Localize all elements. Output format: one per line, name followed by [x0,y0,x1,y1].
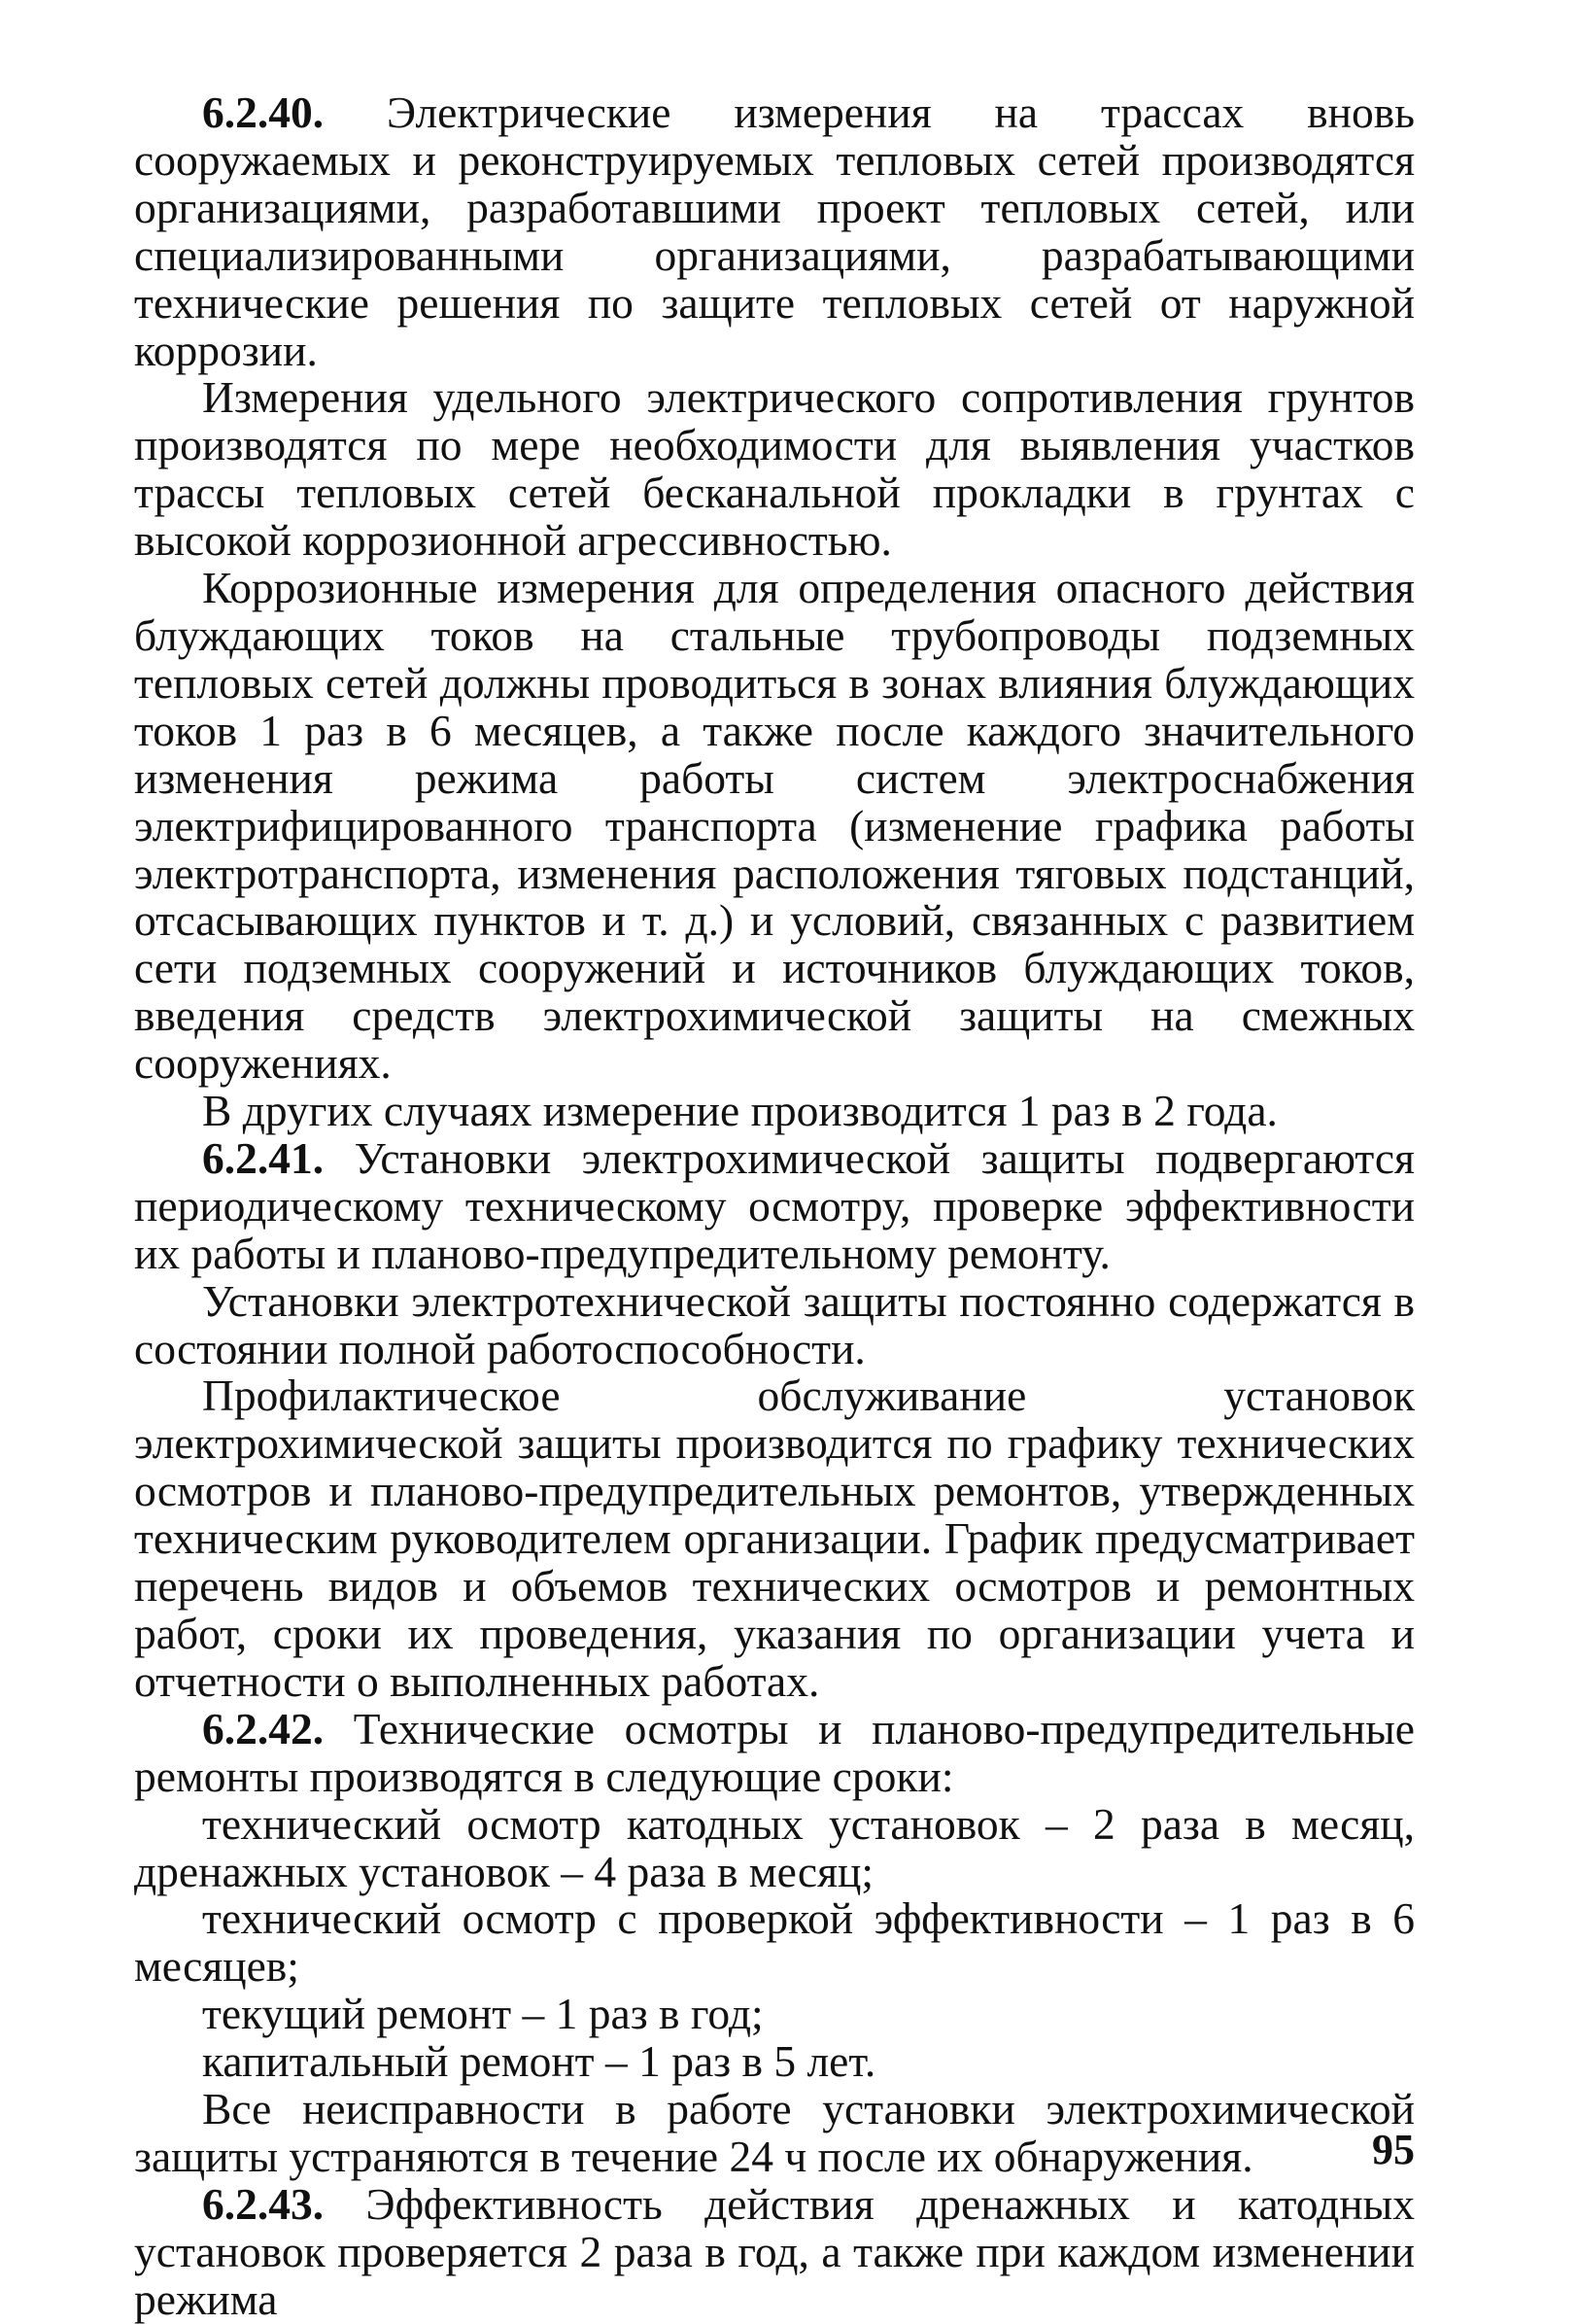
paragraph-text: Профилактическое обслуживание установок электрохимической защиты производится по графику технических осмотров и планово-предупредительных ремонтов, утвержденных техническим руководителем организации. График предусматривает перечень видов и объемов технических осмотров и ремонтных работ, сроки их проведения, указания по организации учета и отчетности о выполненных работах. [134,1370,1415,1706]
paragraph-text: Измерения удельного электрического сопротивления грунтов производятся по мере необходимости для выявления участков трассы тепловых сетей бесканальной прокладки в грунтах с высокой коррозионной агрессивностью. [134,372,1415,566]
paragraph-text: Коррозионные измерения для определения опасного действия блуждающих токов на стальные трубопроводы подземных тепловых сетей должны проводиться в зонах влияния блуждающих токов 1 раз в 6 месяцев, а также после каждого значительного изменения режима работы систем электроснабжения электрифицированного транспорта (изменение графика работы электротранспорта, изменения расположения тяговых подстанций, отсасывающих пунктов и т. д.) и условий, связанных с развитием сети подземных сооружений и источников блуждающих токов, введения средств электрохимической защиты на смежных сооружениях. [134,563,1415,1089]
paragraph-text: Все неисправности в работе установки электрохимической защиты устраняются в течение 24 ч после их обнаружения. [134,2084,1415,2181]
paragraph [134,2086,1415,2181]
paragraph-6-2-42 [134,1703,1415,1801]
paragraph-text: Установки электротехнической защиты постоянно содержатся в состоянии полной работоспособности. [134,1275,1415,1373]
list-item [134,1991,1415,2038]
list-item [134,1895,1415,1991]
paragraph-6-2-40 [134,89,1415,374]
clause-number: 6.2.43. [202,2178,325,2229]
page-number: 95 [1372,2126,1415,2173]
paragraph-text: В других случаях измерение производится 1 раз в 2 года. [202,1086,1278,1136]
paragraph-text: Электрические измерения на трассах вновь сооружаемых и реконструируемых тепловых сетей производятся организациями, разработавшими проект тепловых сетей, или специализированными организациями, разрабатывающими технические решения по защите тепловых сетей от наружной коррозии. [134,87,1415,375]
paragraph [134,1275,1415,1373]
list-item [134,2038,1415,2086]
paragraph-text: технический осмотр с проверкой эффективности – 1 раз в 6 месяцев; [134,1893,1415,1992]
clause-number: 6.2.41. [202,1132,325,1183]
clause-number: 6.2.42. [202,1703,325,1753]
paragraph [134,1088,1415,1135]
list-item [134,1798,1415,1896]
paragraph [134,1372,1415,1705]
paragraph-text: капитальный ремонт – 1 раз в 5 лет. [202,2036,876,2087]
clause-number: 6.2.40. [202,87,325,137]
paragraph-text: Технические осмотры и планово-предупредительные ремонты производятся в следующие сроки: [134,1703,1415,1801]
document-body [134,89,1415,2324]
paragraph-text: Эффективность действия дренажных и катодных установок проверяется 2 раза в год, а также при каждом изменении режима [134,2178,1415,2324]
paragraph [134,374,1415,565]
paragraph-text: текущий ремонт – 1 раз в год; [202,1989,764,2039]
paragraph-6-2-41 [134,1132,1415,1278]
paragraph [134,565,1415,1088]
paragraph-6-2-43 [134,2178,1415,2324]
paragraph-text: Установки электрохимической защиты подвергаются периодическому техническому осмотру, проверке эффективности их работы и планово-предупредительному ремонту. [134,1132,1415,1278]
paragraph-text: технический осмотр катодных установок – 2 раза в месяц, дренажных установок – 4 раза в месяц; [134,1798,1415,1896]
